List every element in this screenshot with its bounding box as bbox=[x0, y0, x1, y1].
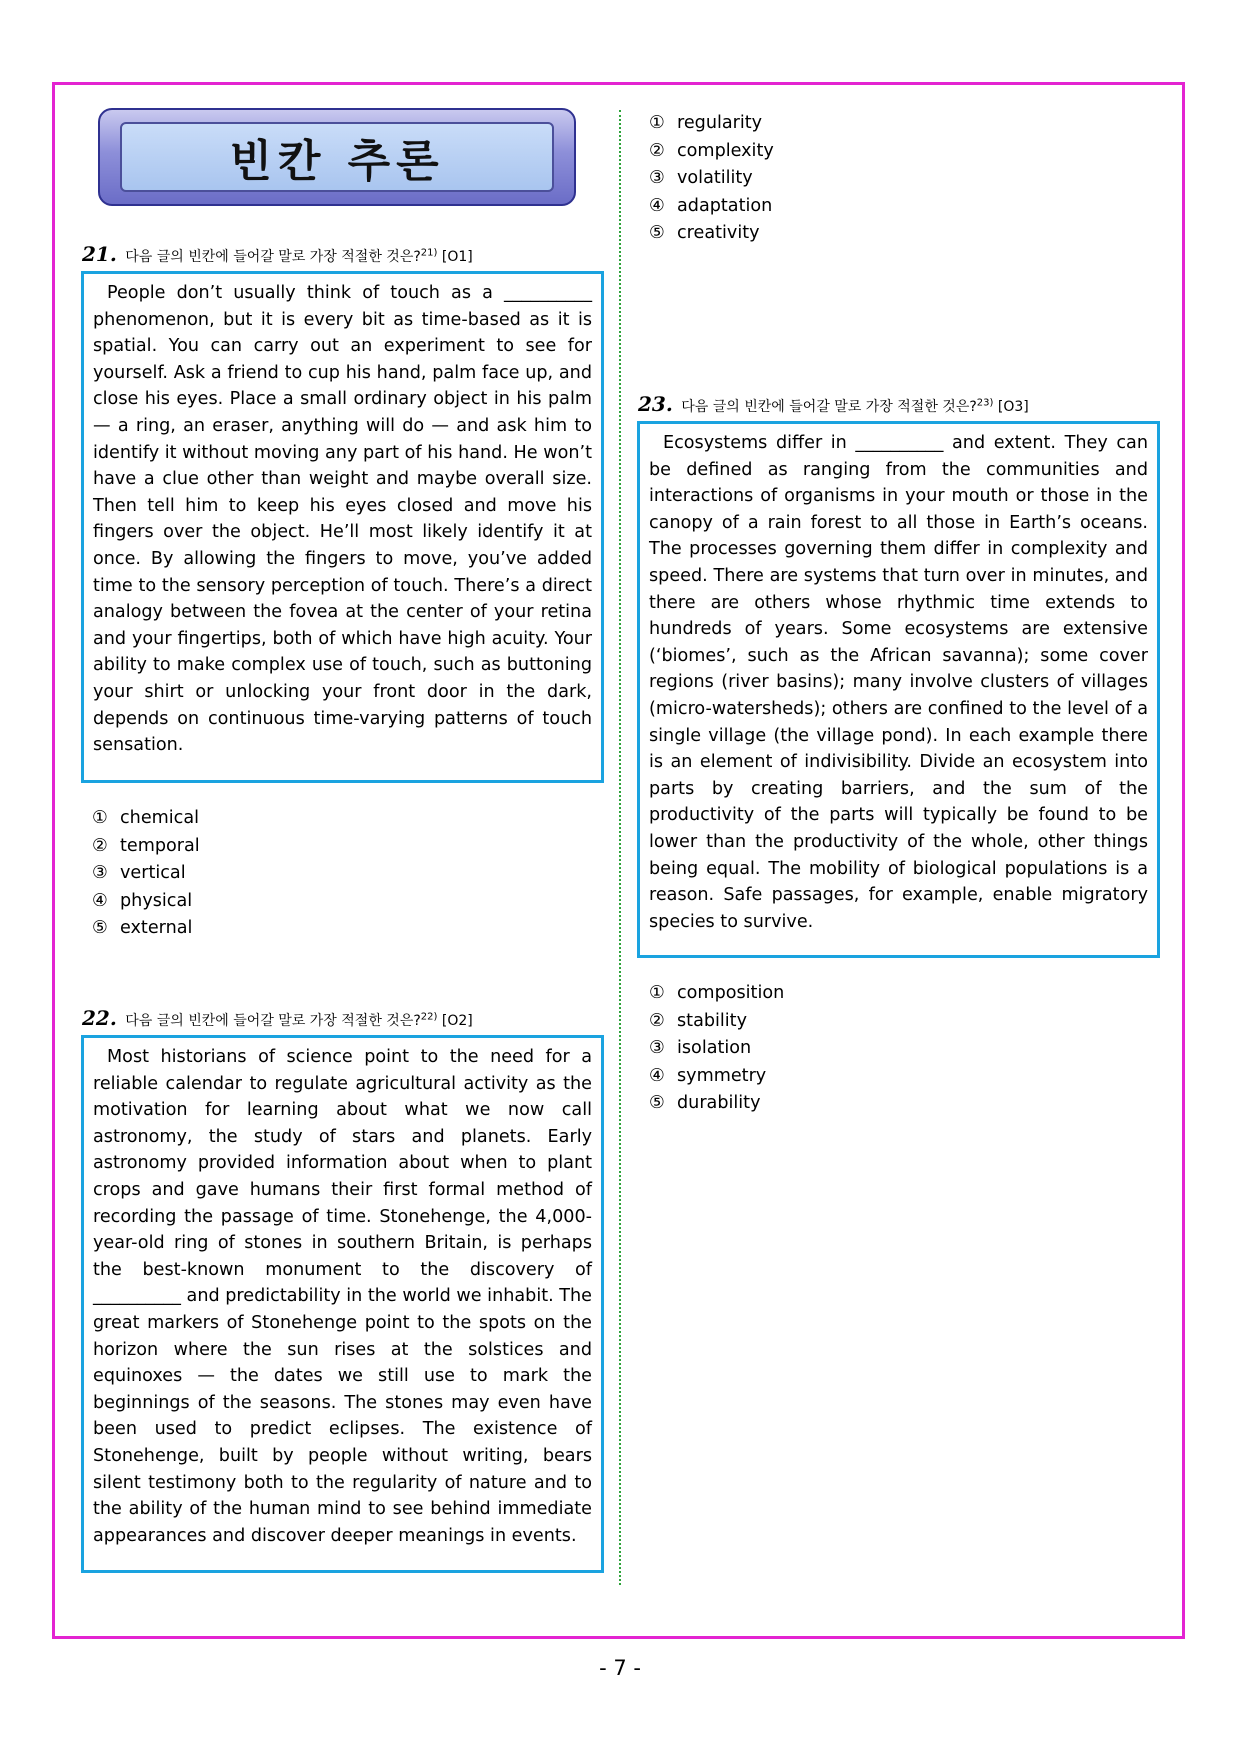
question-22-header bbox=[82, 1006, 473, 1030]
option-text: adaptation bbox=[677, 195, 773, 216]
question-prompt: 다음 글의 빈칸에 들어갈 말로 가장 적절한 것은? bbox=[125, 1013, 421, 1029]
option-number: ③ bbox=[649, 168, 665, 189]
question-prompt: 다음 글의 빈칸에 들어갈 말로 가장 적절한 것은? bbox=[681, 399, 977, 415]
option-5[interactable] bbox=[92, 915, 200, 943]
option-3[interactable] bbox=[92, 860, 200, 888]
question-prompt: 다음 글의 빈칸에 들어갈 말로 가장 적절한 것은? bbox=[125, 249, 421, 265]
option-text: physical bbox=[120, 890, 193, 911]
option-number: ④ bbox=[92, 890, 108, 911]
option-text: isolation bbox=[677, 1038, 752, 1059]
question-23-passage-box bbox=[637, 421, 1160, 958]
question-code: [O1] bbox=[441, 249, 473, 265]
question-21-passage-box bbox=[81, 271, 604, 783]
option-text: complexity bbox=[677, 140, 774, 161]
option-3[interactable] bbox=[649, 165, 774, 193]
option-2[interactable] bbox=[649, 1008, 784, 1036]
option-number: ② bbox=[649, 140, 665, 161]
passage-text: Most historians of science point to the need for a reliable calendar to regulate agricultural activity as the motivation for learning about what we now call astronomy, the study of stars and planets. Early astronomy provided information about when to plant crops and gave humans their first formal method of recording the passage of time. Stonehenge, the 4,000-year-old ring of stones in southern Britain, is perhaps the best-known monument to the discovery of __________ and predictability in the world we inhabit. The great markers of Stonehenge point to the spots on the horizon where the sun rises at the solstices and equinoxes — the dates we still use to mark the beginnings of the seasons. The stones may even have been used to predict eclipses. The existence of Stonehenge, built by people without writing, bears silent testimony both to the regularity of nature and to the ability of the human mind to see behind immediate appearances and discover deeper meanings in events. bbox=[93, 1047, 593, 1546]
question-code: [O2] bbox=[441, 1013, 473, 1029]
option-number: ③ bbox=[92, 863, 108, 884]
option-text: external bbox=[120, 918, 193, 939]
question-code: [O3] bbox=[997, 399, 1029, 415]
question-22-passage-box bbox=[81, 1035, 604, 1573]
option-2[interactable] bbox=[92, 833, 200, 861]
passage-text: Ecosystems differ in __________ and extent. They can be defined as ranging from the communities and interactions of organisms in your mouth or those in the canopy of a rain forest to all those in Earth’s oceans. The processes governing them differ in complexity and speed. There are systems that turn over in minutes, and there are others whose rhythmic time extends to hundreds of years. Some ecosystems are extensive (‘biomes’, such as the African savanna); some cover regions (river basins); many involve clusters of villages (micro-watersheds); others are confined to the level of a single village (the village pond). In each example there is an element of indivisibility. Divide an ecosystem into parts by creating barriers, and the sum of the productivity of the parts will typically be found to be lower than the productivity of the whole, other things being equal. The mobility of biological populations is a reason. Safe passages, for example, enable migratory species to survive. bbox=[649, 433, 1148, 932]
option-number: ⑤ bbox=[649, 1093, 665, 1114]
section-title-panel bbox=[120, 122, 554, 192]
question-23-options bbox=[649, 980, 784, 1118]
option-4[interactable] bbox=[649, 193, 774, 221]
option-1[interactable] bbox=[649, 110, 774, 138]
option-number: ① bbox=[649, 113, 665, 133]
column-divider bbox=[619, 110, 621, 1585]
option-number: ④ bbox=[649, 1065, 665, 1086]
option-4[interactable] bbox=[92, 888, 200, 916]
question-number: 23. bbox=[638, 392, 673, 416]
option-1[interactable] bbox=[649, 980, 784, 1008]
option-number: ② bbox=[649, 1010, 665, 1031]
option-number: ⑤ bbox=[92, 918, 108, 939]
option-number: ① bbox=[92, 808, 108, 828]
option-text: regularity bbox=[677, 113, 763, 133]
passage-text: People don’t usually think of touch as a __________ phenomenon, but it is every bit as time-based as it is spatial. You can carry out an experiment to see for yourself. Ask a friend to cup his hand, palm face up, and close his eyes. Place a small ordinary object in his palm — a ring, an eraser, anything will do — and ask him to identify it without moving any part of his hand. He won’t have a clue other than weight and maybe overall size. Then tell him to keep his eyes closed and move his fingers over the object. He’ll most likely identify it at once. By allowing the fingers to move, you’ve added time to the sensory perception of touch. There’s a direct analogy between the fovea at the center of your retina and your fingertips, both of which have high acuity. Your ability to make complex use of touch, such as buttoning your shirt or unlocking your front door in the dark, depends on continuous time-varying patterns of touch sensation. bbox=[93, 283, 592, 756]
option-text: stability bbox=[677, 1010, 747, 1031]
section-title: 빈칸 추론 bbox=[229, 136, 445, 187]
option-number: ② bbox=[92, 835, 108, 856]
question-23-header bbox=[638, 392, 1029, 416]
option-3[interactable] bbox=[649, 1035, 784, 1063]
section-title-banner bbox=[98, 108, 576, 206]
option-text: volatility bbox=[677, 168, 753, 189]
question-21-options bbox=[92, 805, 200, 943]
question-21-header bbox=[82, 242, 473, 266]
question-ref: 21) bbox=[420, 247, 438, 259]
option-number: ① bbox=[649, 983, 665, 1003]
option-number: ④ bbox=[649, 195, 665, 216]
option-text: vertical bbox=[120, 863, 186, 884]
option-5[interactable] bbox=[649, 1090, 784, 1118]
option-text: chemical bbox=[120, 808, 200, 828]
question-22-options bbox=[649, 110, 774, 248]
option-text: temporal bbox=[120, 835, 200, 856]
option-number: ③ bbox=[649, 1038, 665, 1059]
question-number: 21. bbox=[82, 242, 117, 266]
option-5[interactable] bbox=[649, 220, 774, 248]
question-number: 22. bbox=[82, 1006, 117, 1030]
option-2[interactable] bbox=[649, 138, 774, 166]
question-ref: 22) bbox=[420, 1011, 438, 1023]
option-text: creativity bbox=[677, 223, 760, 244]
page-number: - 7 - bbox=[599, 1656, 641, 1680]
option-number: ⑤ bbox=[649, 223, 665, 244]
option-1[interactable] bbox=[92, 805, 200, 833]
option-text: composition bbox=[677, 983, 785, 1003]
option-text: symmetry bbox=[677, 1065, 767, 1086]
option-text: durability bbox=[677, 1093, 761, 1114]
question-ref: 23) bbox=[976, 397, 994, 409]
option-4[interactable] bbox=[649, 1063, 784, 1091]
